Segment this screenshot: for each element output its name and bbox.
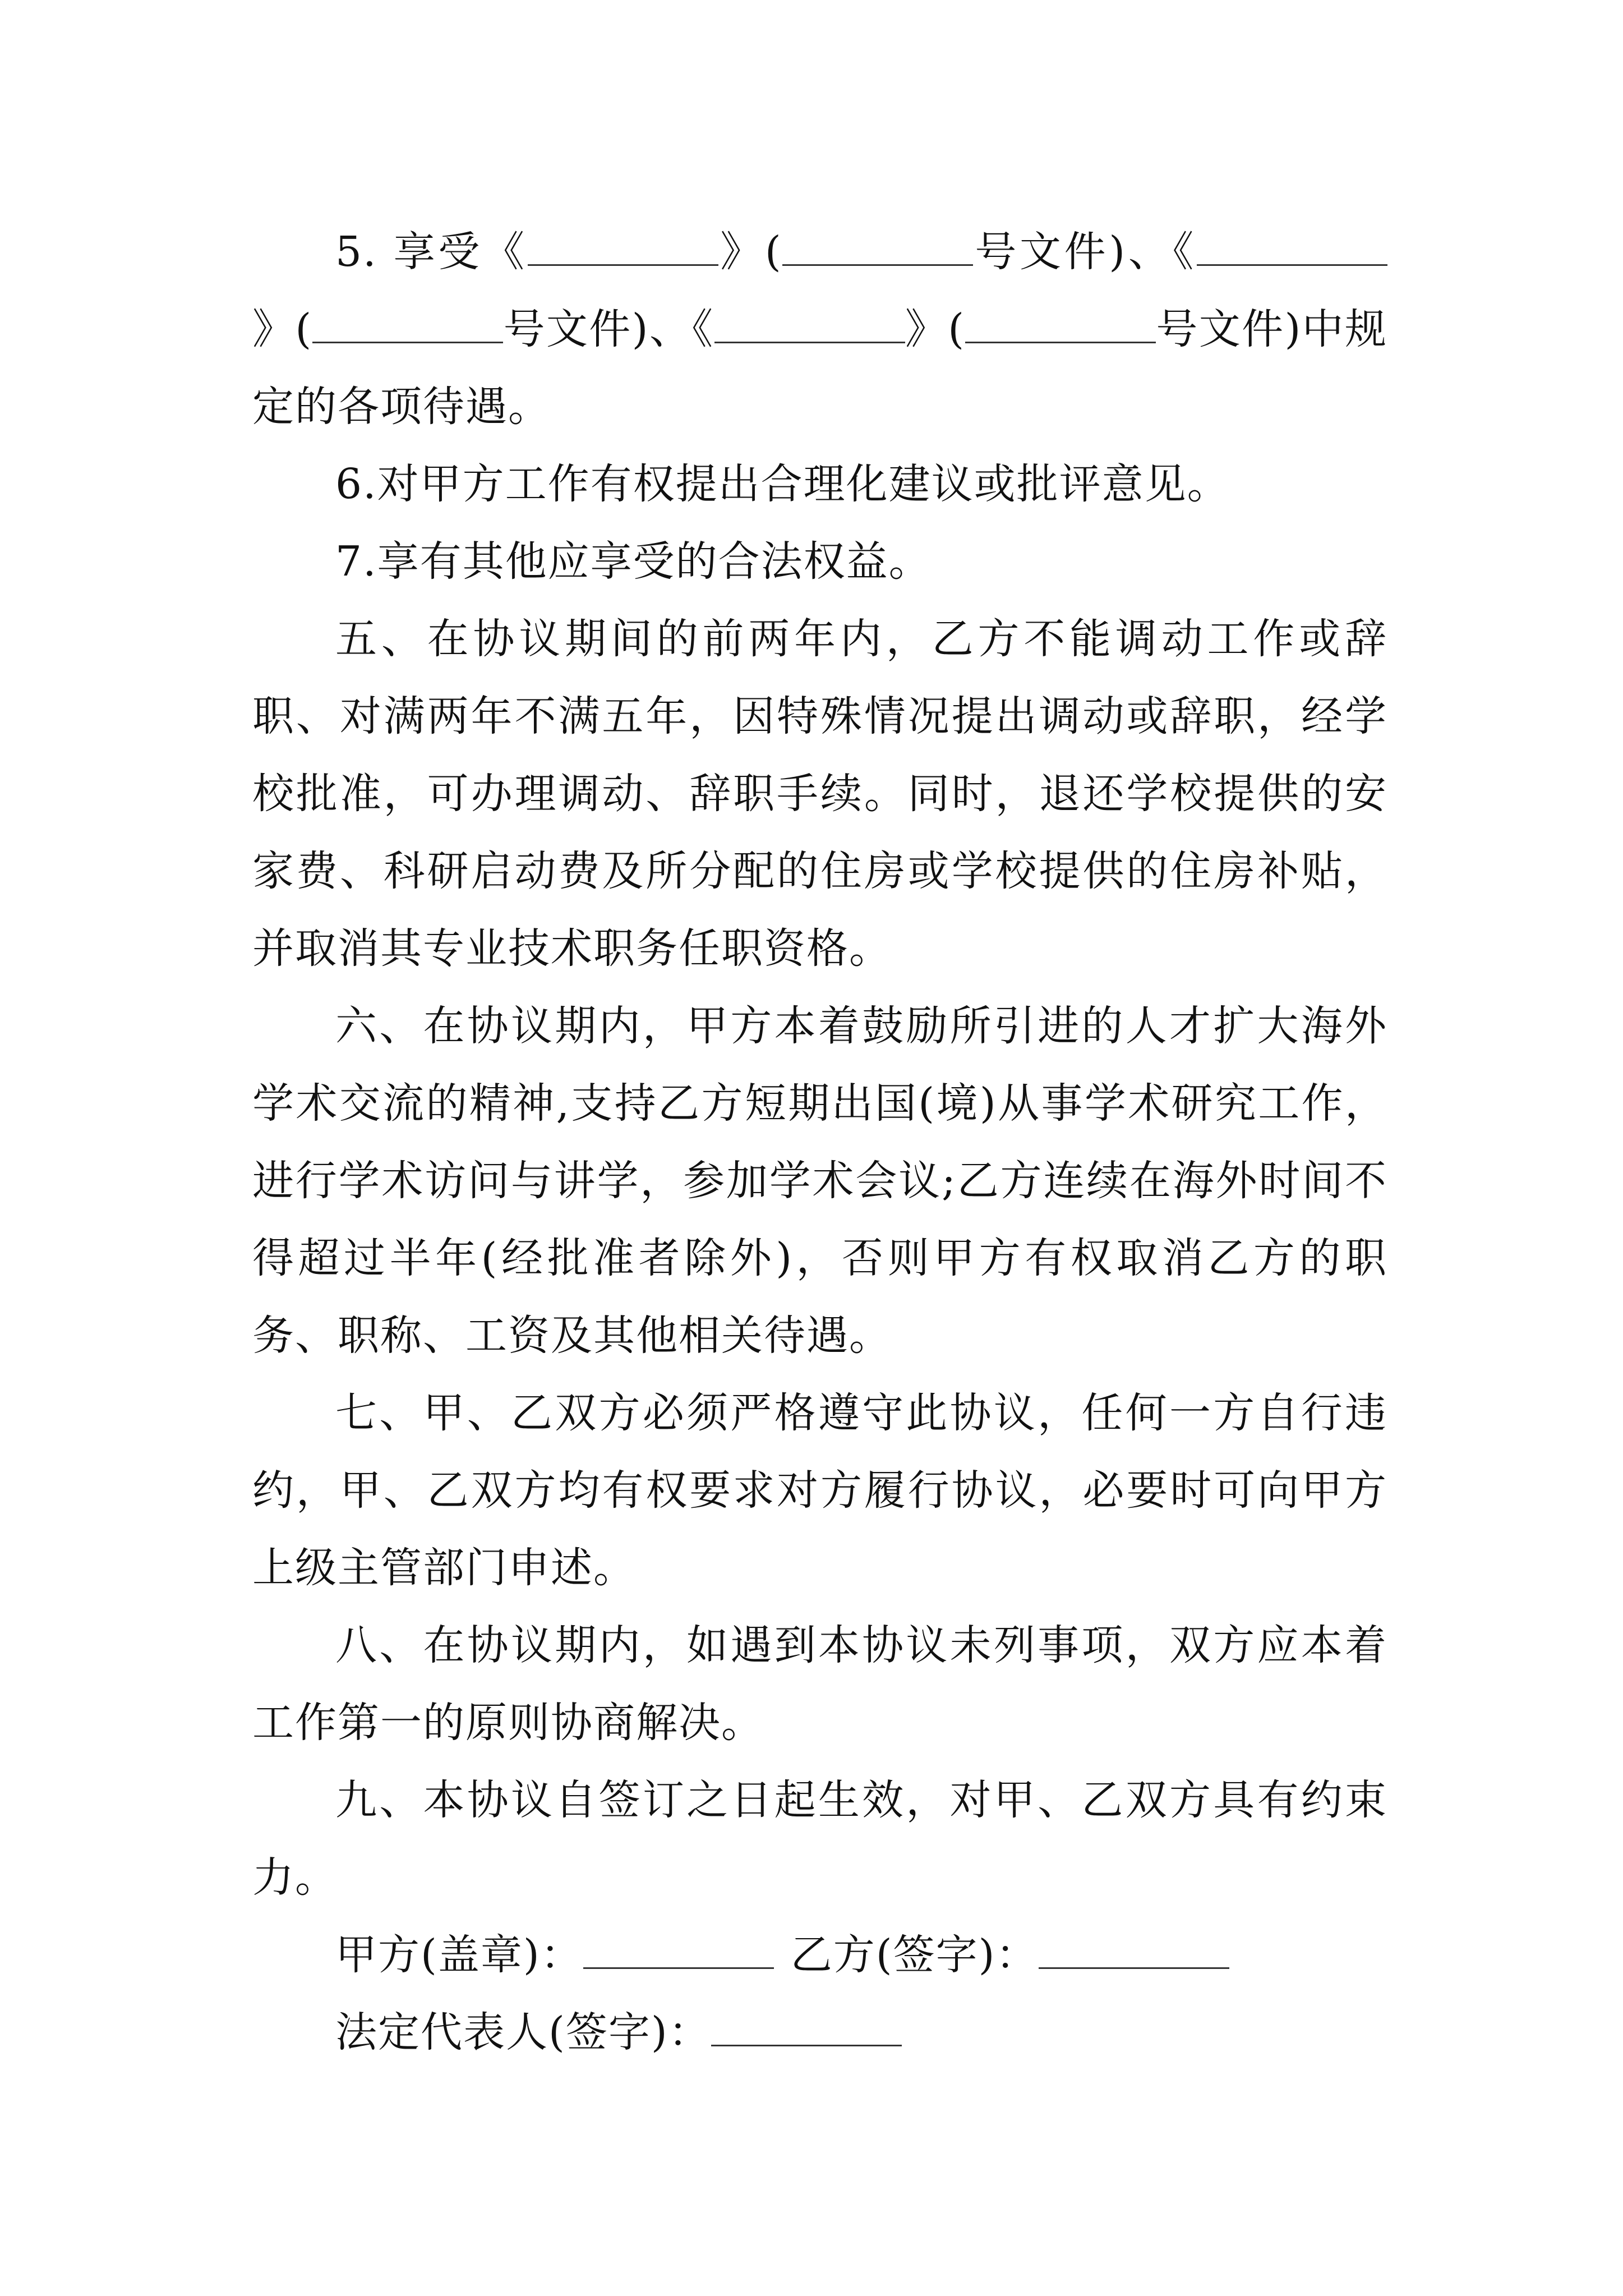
blank-field[interactable] bbox=[965, 308, 1156, 343]
item-7: 7.享有其他应享受的合法权益。 bbox=[335, 537, 932, 586]
legal-rep-signature-field[interactable] bbox=[711, 2011, 902, 2046]
clause-5: 五、在协议期间的前两年内，乙方不能调动工作或辞职、对满两年不满五年，因特殊情况提出调动或辞职，经学校批准，可办理调动、辞职手续。同时，退还学校提供的安家费、科研启动费及所分配的住房或学校提供的住房补贴，并取消其专业技术职务任职资格。 bbox=[252, 615, 1387, 973]
document-body bbox=[252, 213, 1387, 2071]
clause-8: 八、在协议期内，如遇到本协议未列事项，双方应本着工作第一的原则协商解决。 bbox=[252, 1621, 1387, 1747]
item-5-number: 5. bbox=[335, 228, 377, 276]
clause-7: 七、甲、乙双方必须严格遵守此协议，任何一方自行违约，甲、乙双方均有权要求对方履行协议，必要时可向甲方上级主管部门申述。 bbox=[252, 1389, 1387, 1592]
clause-9: 九、本协议自签订之日起生效，对甲、乙双方具有约束力。 bbox=[252, 1776, 1387, 1902]
blank-field[interactable] bbox=[1197, 231, 1387, 266]
party-a-seal-field[interactable] bbox=[583, 1934, 774, 1969]
party-a-label: 甲方(盖章)： bbox=[335, 1931, 583, 1979]
signature-row-legal-rep bbox=[252, 1994, 1387, 2071]
party-b-label: 乙方(签字)： bbox=[790, 1931, 1039, 1979]
party-b-signature-field[interactable] bbox=[1039, 1934, 1229, 1969]
item-5: 5. 享受《 》( 号文件)、《》( 号文件)、《 》( 号文件)中规定的各项待遇。 bbox=[252, 228, 1387, 431]
signature-row-parties bbox=[252, 1916, 1387, 1994]
blank-field[interactable] bbox=[528, 231, 718, 266]
blank-field[interactable] bbox=[782, 231, 973, 266]
item-6: 6.对甲方工作有权提出合理化建议或批评意见。 bbox=[335, 460, 1230, 508]
legal-rep-label: 法定代表人(签字)： bbox=[335, 2008, 711, 2056]
blank-field[interactable] bbox=[312, 308, 503, 343]
clause-6: 六、在协议期内，甲方本着鼓励所引进的人才扩大海外学术交流的精神,支持乙方短期出国(境)从事学术研究工作，进行学术访问与讲学，参加学术会议;乙方连续在海外时间不得超过半年(经批准者除外)，否则甲方有权取消乙方的职务、职称、工资及其他相关待遇。 bbox=[252, 1002, 1387, 1360]
blank-field[interactable] bbox=[714, 308, 905, 343]
